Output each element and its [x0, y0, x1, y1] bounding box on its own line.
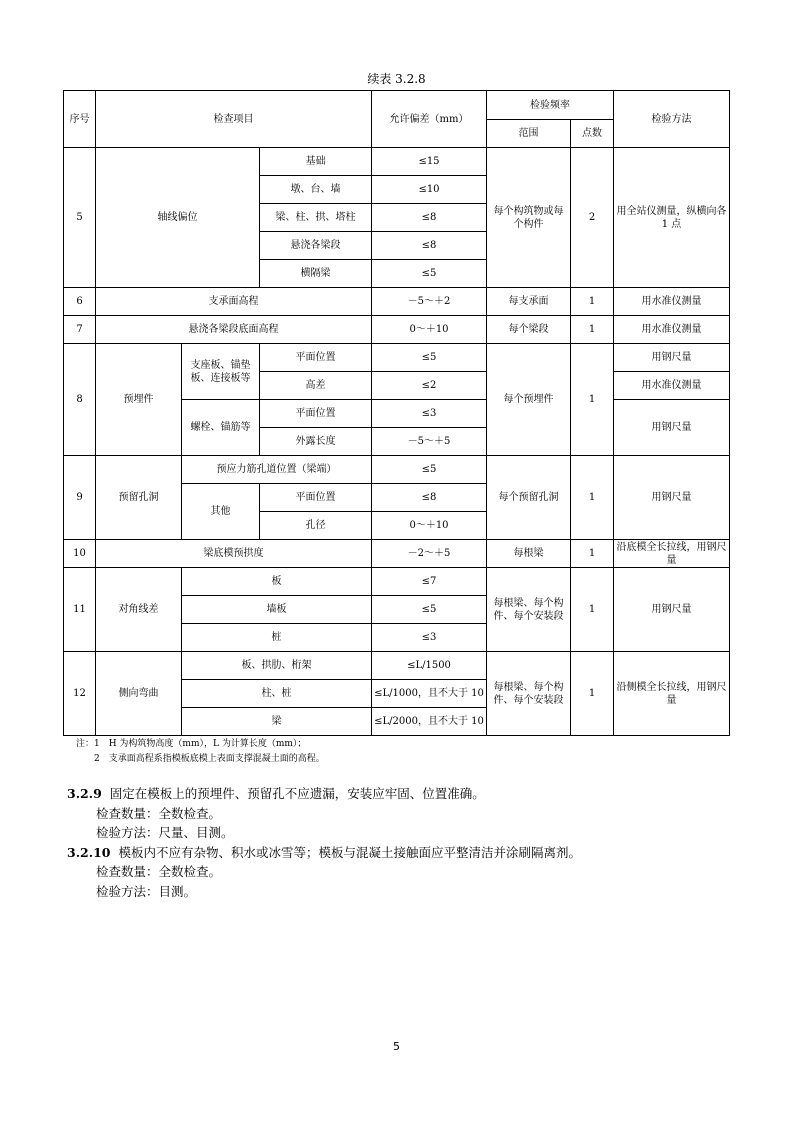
row-no: 7	[64, 316, 96, 344]
header-frequency: 检验频率	[487, 91, 614, 120]
table-row	[64, 652, 730, 680]
check-points: 1	[571, 568, 614, 652]
check-method: 用全站仪测量，纵横向各 1 点	[614, 148, 730, 288]
sub-item: 基础	[260, 148, 372, 176]
header-no: 序号	[64, 91, 96, 148]
row-no: 11	[64, 568, 96, 652]
check-range: 每个构筑物或每个构件	[487, 148, 571, 288]
tolerance-value: －5～＋2	[372, 288, 487, 316]
table-caption: 续表 3.2.8	[367, 72, 426, 86]
table-row	[64, 540, 730, 568]
table-row	[64, 344, 730, 372]
inspection-quantity: 检查数量：全数检查。	[96, 864, 222, 879]
sub-group: 其他	[182, 484, 260, 540]
row-no: 5	[64, 148, 96, 288]
sub-group: 支座板、锚垫板、连接板等	[182, 344, 260, 400]
tolerance-value: ≤8	[372, 232, 487, 260]
sub-item: 孔径	[260, 512, 372, 540]
tolerance-value: －2～＋5	[372, 540, 487, 568]
row-no: 9	[64, 456, 96, 540]
check-method: 用水准仪测量	[614, 372, 730, 400]
check-range: 每根梁、每个构件、每个安装段	[487, 568, 571, 652]
page-number: 5	[393, 1040, 400, 1053]
clause	[67, 843, 581, 863]
check-method: 用钢尺量	[614, 456, 730, 540]
clause-number: 3.2.9	[67, 786, 102, 801]
sub-item: 墩、台、墙	[260, 176, 372, 204]
check-method: 沿底模全长拉线，用钢尺量	[614, 540, 730, 568]
tolerance-value: ≤7	[372, 568, 487, 596]
tolerance-value: ≤3	[372, 624, 487, 652]
table-notes	[76, 737, 325, 767]
check-method: 用钢尺量	[614, 344, 730, 372]
tolerance-value: ≤3	[372, 400, 487, 428]
check-range: 每个预留孔洞	[487, 456, 571, 540]
check-range: 每支承面	[487, 288, 571, 316]
inspection-method: 检验方法：目测。	[96, 883, 197, 899]
header-row	[64, 91, 730, 120]
clauses	[67, 784, 581, 901]
row-item: 侧向弯曲	[96, 652, 182, 736]
check-method: 沿侧模全长拉线，用钢尺量	[614, 652, 730, 736]
check-points: 2	[571, 148, 614, 288]
header-tolerance: 允许偏差（mm）	[372, 91, 487, 148]
row-item: 悬浇各梁段底面高程	[96, 316, 372, 344]
note-line: 2 支承面高程系指模板底模上表面支撑混凝土面的高程。	[76, 754, 325, 764]
tolerance-value: 0～＋10	[372, 512, 487, 540]
check-points: 1	[571, 288, 614, 316]
check-range: 每根梁、每个构件、每个安装段	[487, 652, 571, 736]
table-row	[64, 148, 730, 176]
check-method: 用钢尺量	[614, 400, 730, 456]
sub-item: 柱、桩	[182, 680, 372, 708]
tolerance-value: ≤5	[372, 456, 487, 484]
tolerance-value: ≤5	[372, 260, 487, 288]
sub-item: 墙板	[182, 596, 372, 624]
sub-item: 平面位置	[260, 400, 372, 428]
tolerance-value: －5～＋5	[372, 428, 487, 456]
sub-item: 板	[182, 568, 372, 596]
row-item: 预留孔洞	[96, 456, 182, 540]
check-points: 1	[571, 344, 614, 456]
tolerance-value: 0～＋10	[372, 316, 487, 344]
tolerance-value: ≤2	[372, 372, 487, 400]
row-item: 预埋件	[96, 344, 182, 456]
row-no: 12	[64, 652, 96, 736]
clause	[67, 784, 581, 804]
sub-group: 螺栓、锚筋等	[182, 400, 260, 456]
tolerance-value: ≤15	[372, 148, 487, 176]
check-range: 每个梁段	[487, 316, 571, 344]
header-range: 范围	[487, 120, 571, 148]
note-line: 注：1 H 为构筑物高度（mm），L 为计算长度（mm）；	[76, 739, 307, 749]
row-item: 轴线偏位	[96, 148, 260, 288]
check-points: 1	[571, 652, 614, 736]
tolerance-value: ≤5	[372, 344, 487, 372]
check-points: 1	[571, 316, 614, 344]
tolerance-value: ≤L/1000，且不大于 10	[372, 680, 487, 708]
tolerance-value: ≤8	[372, 204, 487, 232]
sub-item: 板、拱肋、桁架	[182, 652, 372, 680]
clause-number: 3.2.10	[67, 844, 111, 860]
sub-item: 桩	[182, 624, 372, 652]
row-no: 6	[64, 288, 96, 316]
clause-text: 固定在模板上的预埋件、预留孔不应遗漏，安装应牢固、位置准确。	[109, 786, 485, 801]
check-points: 1	[571, 456, 614, 540]
check-range: 每个预埋件	[487, 344, 571, 456]
check-points: 1	[571, 540, 614, 568]
row-item: 对角线差	[96, 568, 182, 652]
table-row	[64, 568, 730, 596]
row-no: 8	[64, 344, 96, 456]
tolerance-table	[63, 90, 730, 736]
sub-item: 梁	[182, 708, 372, 736]
clause-text: 模板内不应有杂物、积水或冰雪等；模板与混凝土接触面应平整清洁并涂刷隔离剂。	[118, 844, 582, 860]
header-points: 点数	[571, 120, 614, 148]
header-method: 检验方法	[614, 91, 730, 148]
inspection-method: 检验方法：尺量、目测。	[96, 825, 234, 840]
inspection-quantity: 检查数量：全数检查。	[96, 805, 222, 821]
tolerance-value: ≤L/2000，且不大于 10	[372, 708, 487, 736]
row-item: 支承面高程	[96, 288, 372, 316]
check-method: 用水准仪测量	[614, 288, 730, 316]
table-row	[64, 288, 730, 316]
tolerance-value: ≤5	[372, 596, 487, 624]
sub-item: 平面位置	[260, 344, 372, 372]
sub-item: 预应力筋孔道位置（梁端）	[182, 456, 372, 484]
sub-item: 梁、柱、拱、塔柱	[260, 204, 372, 232]
check-method: 用钢尺量	[614, 568, 730, 652]
sub-item: 外露长度	[260, 428, 372, 456]
sub-item: 高差	[260, 372, 372, 400]
check-range: 每根梁	[487, 540, 571, 568]
sub-item: 平面位置	[260, 484, 372, 512]
header-item: 检查项目	[96, 91, 372, 148]
check-method: 用水准仪测量	[614, 316, 730, 344]
row-no: 10	[64, 540, 96, 568]
tolerance-value: ≤10	[372, 176, 487, 204]
sub-item: 悬浇各梁段	[260, 232, 372, 260]
table-row	[64, 456, 730, 484]
table-row	[64, 316, 730, 344]
tolerance-value: ≤8	[372, 484, 487, 512]
row-item: 梁底模预拱度	[96, 540, 372, 568]
sub-item: 横隔梁	[260, 260, 372, 288]
tolerance-value: ≤L/1500	[372, 652, 487, 680]
